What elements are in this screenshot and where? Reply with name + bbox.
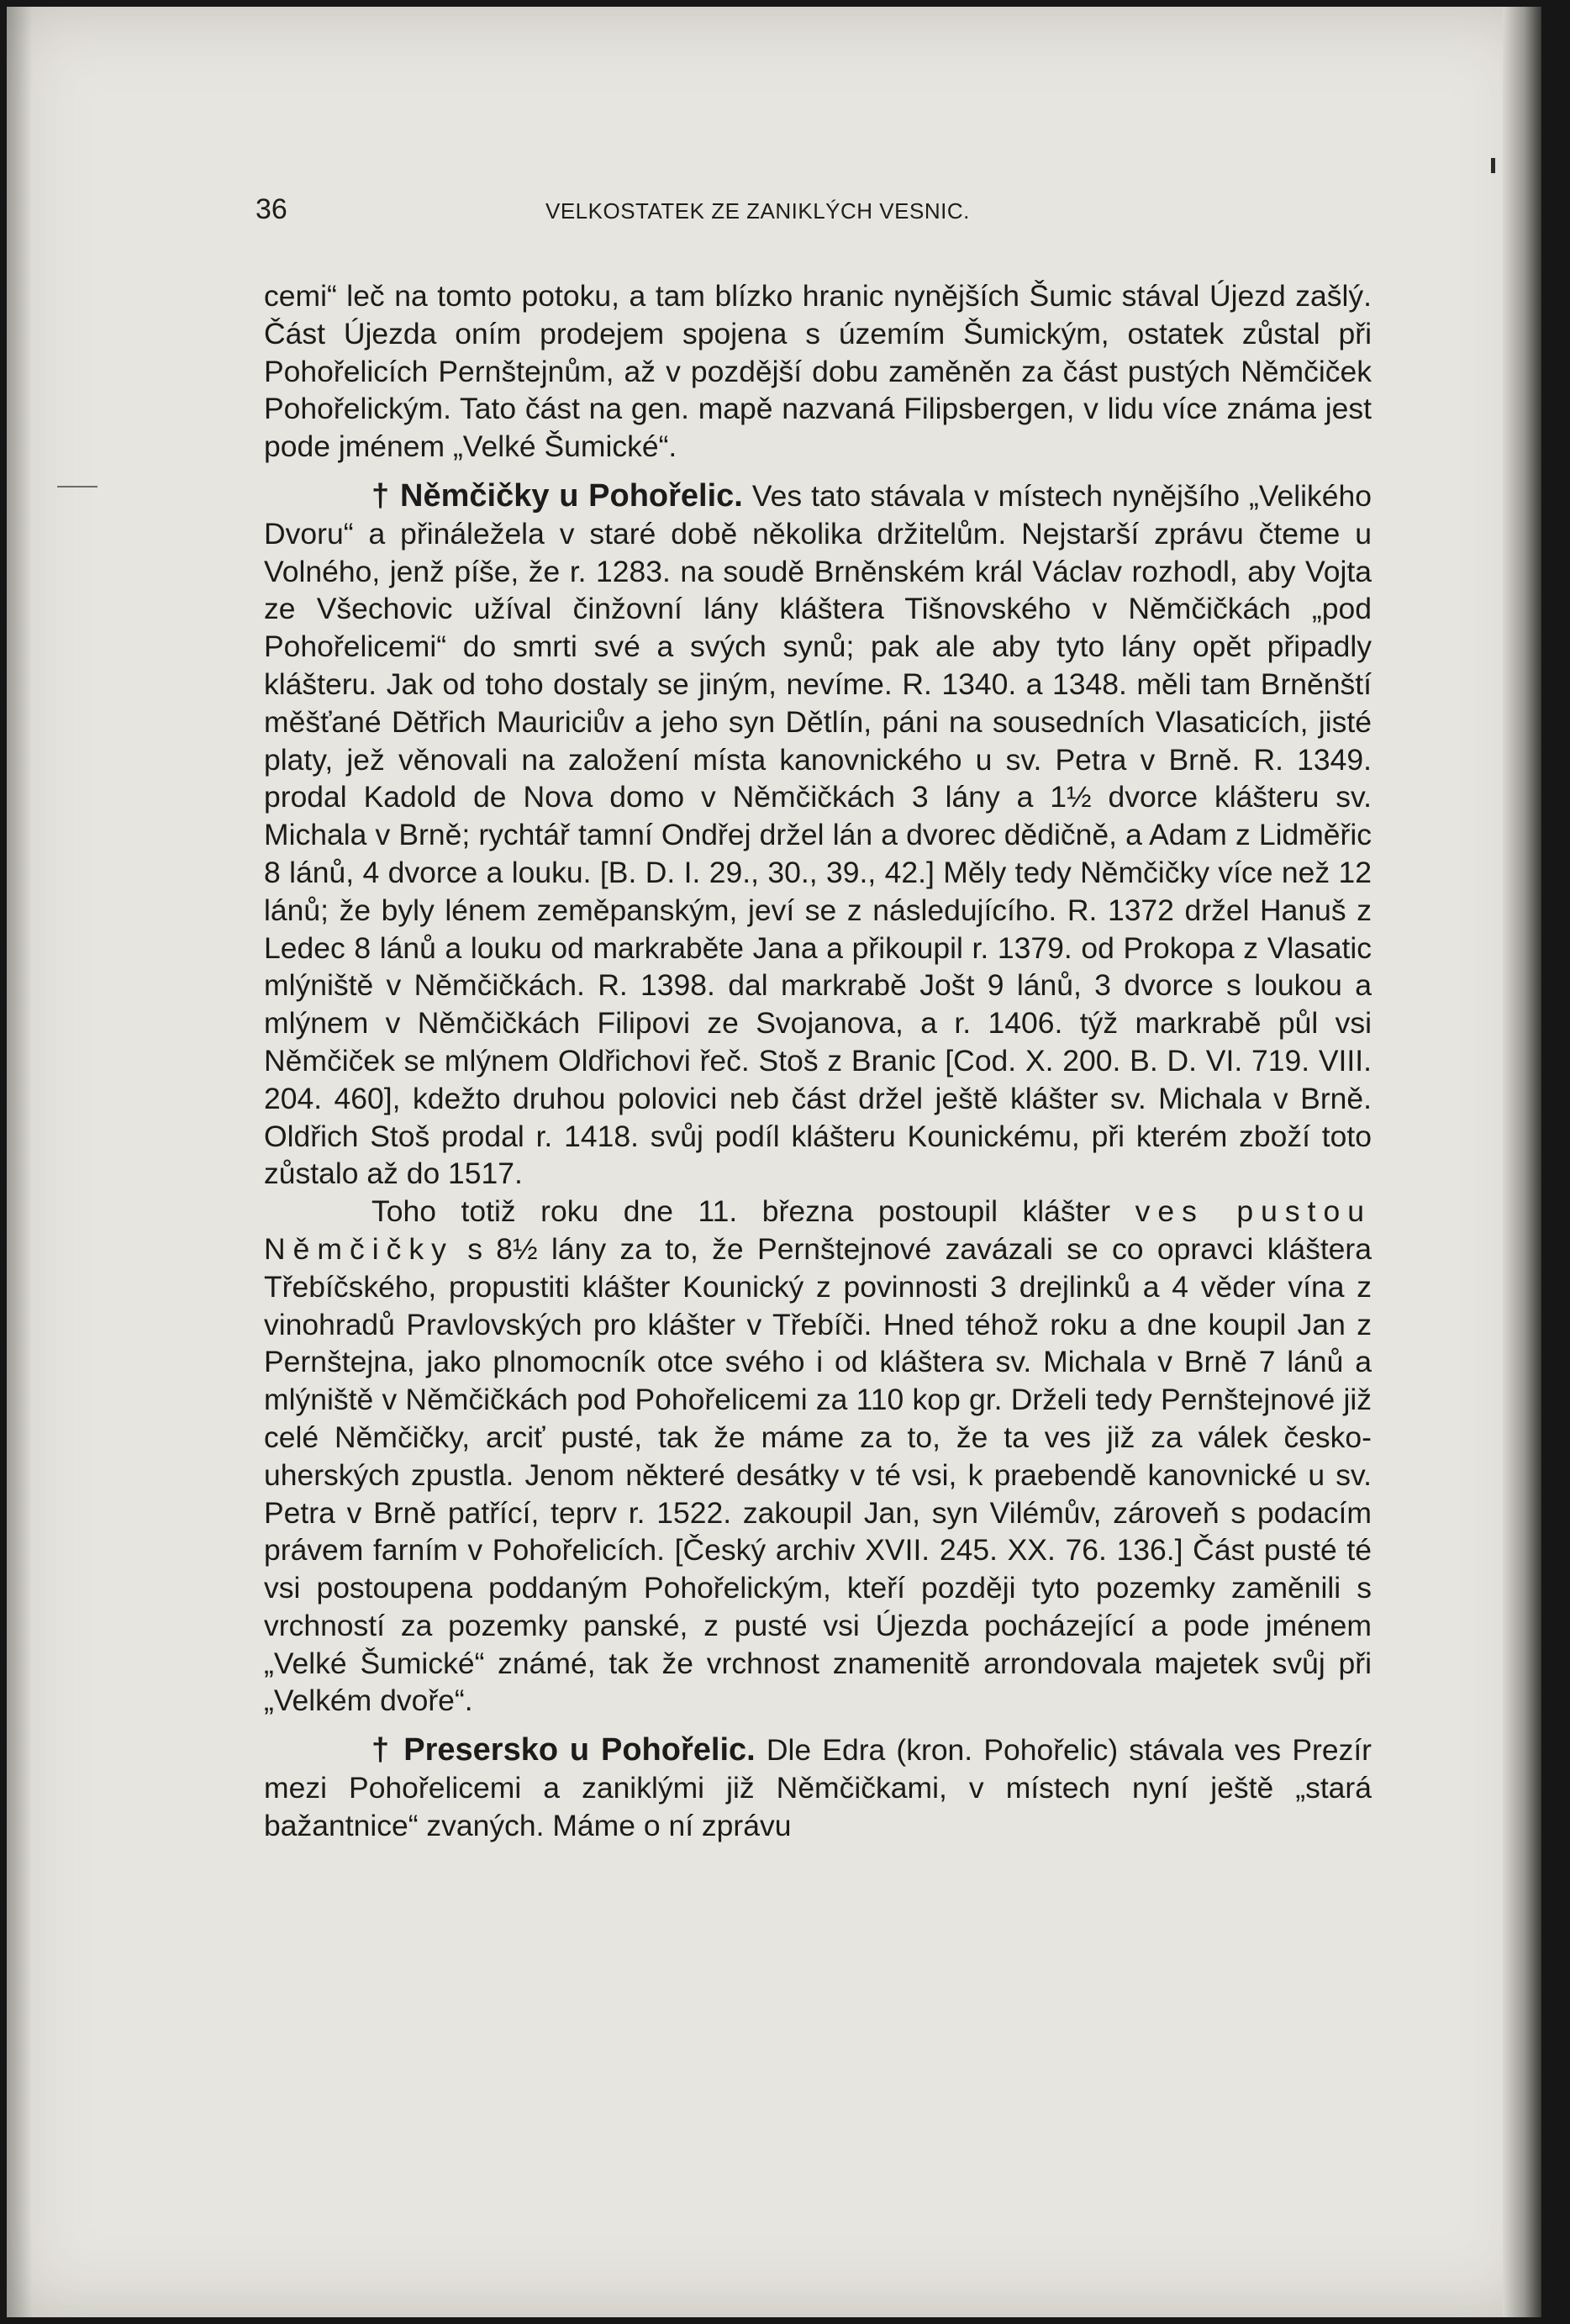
- page-edge: [1503, 7, 1541, 2317]
- page-number: 36: [256, 193, 287, 225]
- paragraph: [264, 277, 1372, 466]
- section-heading: † Němčičky u Pohořelic.: [371, 477, 743, 514]
- paragraph-text: Toho totiž roku dne 11. března postoupil klášter: [371, 1194, 1135, 1229]
- page-header: [256, 193, 1373, 235]
- paragraph: [264, 477, 1372, 1193]
- page-gutter-shadow: [7, 7, 32, 2317]
- spaced-emphasis: ves pustou Němčičky: [264, 1194, 1372, 1266]
- margin-pencil-mark: [57, 486, 97, 487]
- paragraph: [264, 1193, 1372, 1720]
- section-heading: † Presersko u Pohořelic.: [371, 1732, 756, 1768]
- paragraph-text: s 8½ lány za to, že Pernštejnové zavázali se co opravci kláštera Třebíčského, propustiti klášter Kounický z povinnosti 3 drejlinků a 4 věder vína z vinohradů Pravlovských pro klášter v Třebíči. Hned téhož roku a dne koupil Jan z Pernštejna, jako plnomocník otce svého i od kláštera sv. Michala v Brně 7 lánů a mlýniště v Němčičkách pod Pohořelicemi za 110 kop gr. Drželi tedy Pernštejnové již celé Němčičky, arciť pusté, tak že máme za to, že ta ves již za válek česko-uherských zpustla. Jenom některé desátky v té vsi, k praebendě kanovnické u sv. Petra v Brně patřící, teprv r. 1522. zakoupil Jan, syn Vilémův, zároveň s podacím právem farním v Pohořelicích. [Český archiv XVII. 245. XX. 76. 136.] Část pusté té vsi postoupena poddaným Pohořelickým, kteří později tyto pozemky zaměnili s vrchností za pozemky panské, z pusté vsi Újezda pocházející a pode jménem „Velké Šumické“ známé, tak že vrchnost znamenitě arrondovala majetek svůj při „Velkém dvoře“.: [264, 1231, 1372, 1718]
- paragraph-text: Dle Edra (kron. Pohořelic) stávala ves Prezír mezi Pohořelicemi a zaniklými již Němčičkami, v místech nyní ještě „stará bažantnice“ zvaných. Máme o ní zprávu: [264, 1733, 1372, 1842]
- paragraph-text: cemi“ leč na tomto potoku, a tam blízko hranic nynějších Šumic stával Újezd zašlý. Část Újezda oním prodejem spojena s územím Šumickým, ostatek zůstal při Pohořelicích Pernštejnům, až v pozdější dobu zaměněn za část pustých Němčiček Pohořelickým. Tato část na gen. mapě nazvaná Filipsbergen, v lidu více známa jest pode jménem „Velké Šumické“.: [264, 279, 1372, 464]
- paragraph: [264, 1731, 1372, 1844]
- paragraph-text: Ves tato stávala v místech nynějšího „Velikého Dvoru“ a přináležela v staré době několika držitelům. Nejstarší zprávu čteme u Volného, jenž píše, že r. 1283. na soudě Brněnském král Václav rozhodl, aby Vojta ze Všechovic užíval činžovní lány kláštera Tišnovského v Němčičkách „pod Pohořelicemi“ do smrti své a svých synů; pak ale aby tyto lány opět připadly klášteru. Jak od toho dostaly se jiným, nevíme. R. 1340. a 1348. měli tam Brněnští měšťané Dětřich Mauriciův a jeho syn Dětlín, páni na sousedních Vlasaticích, jisté platy, jež věnovali na založení místa kanovnického u sv. Petra v Brně. R. 1349. prodal Kadold de Nova domo v Němčičkách 3 lány a 1½ dvorce klášteru sv. Michala v Brně; rychtář tamní Ondřej držel lán a dvorec dědičně, a Adam z Lidměřic 8 lánů, 4 dvorce a louku. [B. D. I. 29., 30., 39., 42.] Měly tedy Němčičky více než 12 lánů; že byly lénem zeměpanským, jeví se z následujícího. R. 1372 držel Hanuš z Ledec 8 lánů a louku od markraběte Jana a přikoupil r. 1379. od Prokopa z Vlasatic mlýniště v Němčičkách. R. 1398. dal markrabě Jošt 9 lánů, 3 dvorce s loukou a mlýnem v Němčičkách Filipovi ze Svojanova, a r. 1406. týž markrabě půl vsi Němčiček se mlýnem Oldřichovi řeč. Stoš z Branic [Cod. X. 200. B. D. VI. 719. VIII. 204. 460], kdežto druhou polovici neb část držel ještě klášter sv. Michala v Brně. Oldřich Stoš prodal r. 1418. svůj podíl klášteru Kounickému, při kterém zboží toto zůstalo až do 1517.: [264, 478, 1372, 1191]
- book-page: [7, 7, 1541, 2317]
- margin-ink-mark: [1491, 158, 1495, 173]
- running-head: VELKOSTATEK ZE ZANIKLÝCH VESNIC.: [545, 198, 970, 224]
- page-body: [264, 277, 1372, 1845]
